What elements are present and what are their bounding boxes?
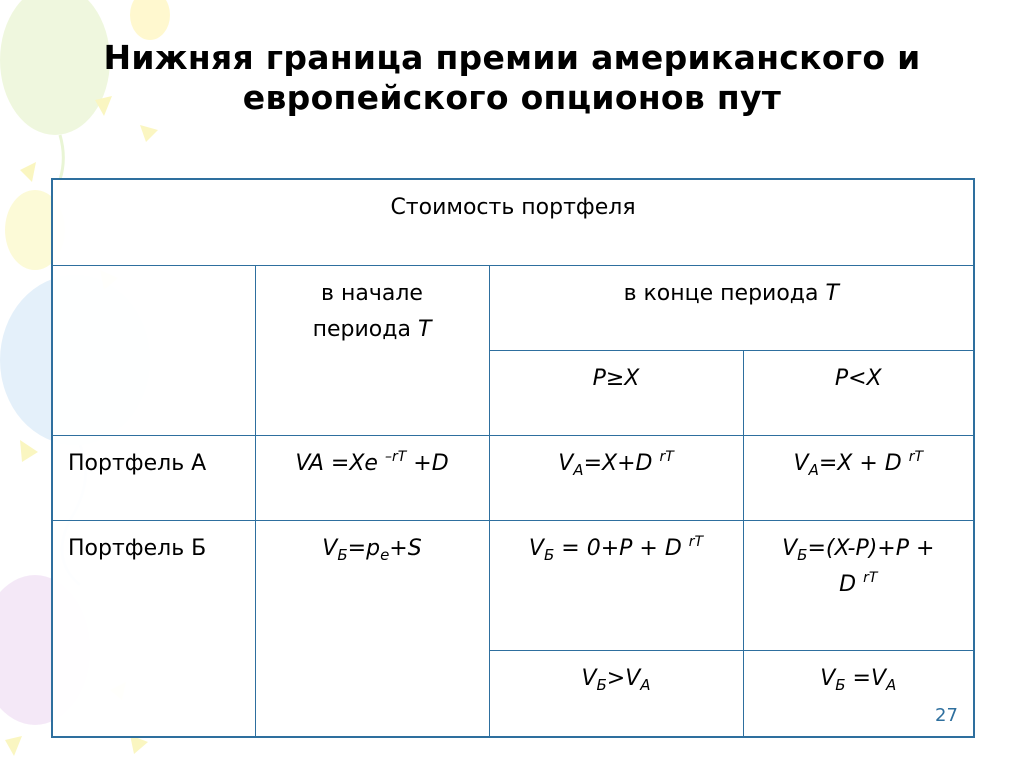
table-row bbox=[52, 179, 974, 265]
formula-b-ge-main: = 0+P + D bbox=[554, 536, 689, 562]
column-header-end bbox=[489, 265, 974, 350]
formula-a-ge-main: =X+D bbox=[583, 450, 660, 476]
slide-title bbox=[40, 38, 984, 118]
table-row bbox=[52, 521, 974, 651]
formula-b-start-mid: =p bbox=[347, 536, 381, 562]
page-number: 27 bbox=[935, 705, 958, 726]
formula-a-ge-v: V bbox=[558, 450, 574, 476]
formula-b-start-subscript: Б bbox=[337, 546, 348, 565]
column-header-start-line2: периода bbox=[312, 316, 418, 342]
formula-a-p-ge-x bbox=[489, 435, 743, 520]
comparison-lt-operator: =V bbox=[845, 666, 887, 692]
formula-b-start-v: V bbox=[322, 536, 338, 562]
comparison-p-ge-x bbox=[489, 651, 743, 737]
column-header-end-label: в конце периода bbox=[623, 280, 826, 306]
formula-b-lt-line2: D bbox=[839, 572, 864, 598]
slide-title-line-2: европейского опционов пут bbox=[242, 78, 782, 117]
comparison-ge-subscript1: Б bbox=[596, 676, 607, 695]
formula-b-start-subscript-e: e bbox=[380, 546, 390, 565]
portfolio-value-table bbox=[51, 178, 975, 738]
formula-b-lt-v: V bbox=[782, 536, 798, 562]
comparison-lt-subscript1: Б bbox=[835, 676, 846, 695]
comparison-lt-subscript2: A bbox=[886, 676, 897, 695]
table-header-label: Стоимость портфеля bbox=[390, 195, 636, 220]
formula-a-start bbox=[255, 435, 489, 520]
case-header-p-ge-x bbox=[489, 350, 743, 435]
formula-b-ge-exponent: rT bbox=[688, 534, 704, 551]
formula-b-start bbox=[255, 521, 489, 737]
comparison-ge-v1: V bbox=[581, 666, 597, 692]
formula-a-start-main: VA =Xe bbox=[295, 450, 385, 476]
formula-a-ge-exponent: rT bbox=[659, 448, 674, 465]
formula-b-ge-subscript: Б bbox=[543, 546, 555, 565]
case-header-p-lt-x bbox=[743, 350, 974, 435]
formula-a-lt-exponent: rT bbox=[908, 448, 923, 465]
formula-b-p-ge-x bbox=[489, 521, 743, 651]
formula-a-lt-subscript: A bbox=[808, 460, 819, 479]
formula-a-start-tail: +D bbox=[406, 450, 449, 476]
slide-title-line-1: Нижняя граница премии американского и bbox=[103, 38, 921, 77]
formula-a-ge-subscript: A bbox=[573, 460, 584, 479]
table-row bbox=[52, 435, 974, 520]
formula-b-lt-main: =(X-P)+P + bbox=[807, 536, 935, 562]
formula-a-lt-main: =X + D bbox=[818, 450, 909, 476]
comparison-ge-operator: >V bbox=[606, 666, 641, 692]
case-p-ge-x-label: P≥X bbox=[592, 365, 640, 391]
formula-a-start-exponent: –rT bbox=[384, 448, 407, 465]
portfolio-a-label: Портфель А bbox=[68, 450, 207, 476]
formula-b-ge-v: V bbox=[528, 536, 544, 562]
table-header-cell bbox=[52, 179, 974, 265]
formula-a-p-lt-x bbox=[743, 435, 974, 520]
table-row bbox=[52, 265, 974, 350]
formula-b-lt-subscript: Б bbox=[797, 546, 808, 565]
comparison-ge-subscript2: A bbox=[640, 676, 651, 695]
formula-a-lt-v: V bbox=[793, 450, 809, 476]
formula-b-lt-exponent: rT bbox=[863, 570, 878, 587]
empty-corner-cell bbox=[52, 265, 255, 435]
portfolio-b-label: Портфель Б bbox=[68, 536, 207, 562]
formula-b-p-lt-x bbox=[743, 521, 974, 651]
row-label-portfolio-b bbox=[52, 521, 255, 737]
column-header-start-variable: T bbox=[417, 316, 432, 342]
row-label-portfolio-a bbox=[52, 435, 255, 520]
comparison-lt-v1: V bbox=[820, 666, 836, 692]
case-p-lt-x-label: P<X bbox=[834, 365, 882, 391]
column-header-start-line1: в начале bbox=[321, 280, 423, 306]
column-header-start bbox=[255, 265, 489, 435]
column-header-end-variable: T bbox=[825, 280, 839, 306]
formula-b-start-tail: +S bbox=[389, 536, 422, 562]
